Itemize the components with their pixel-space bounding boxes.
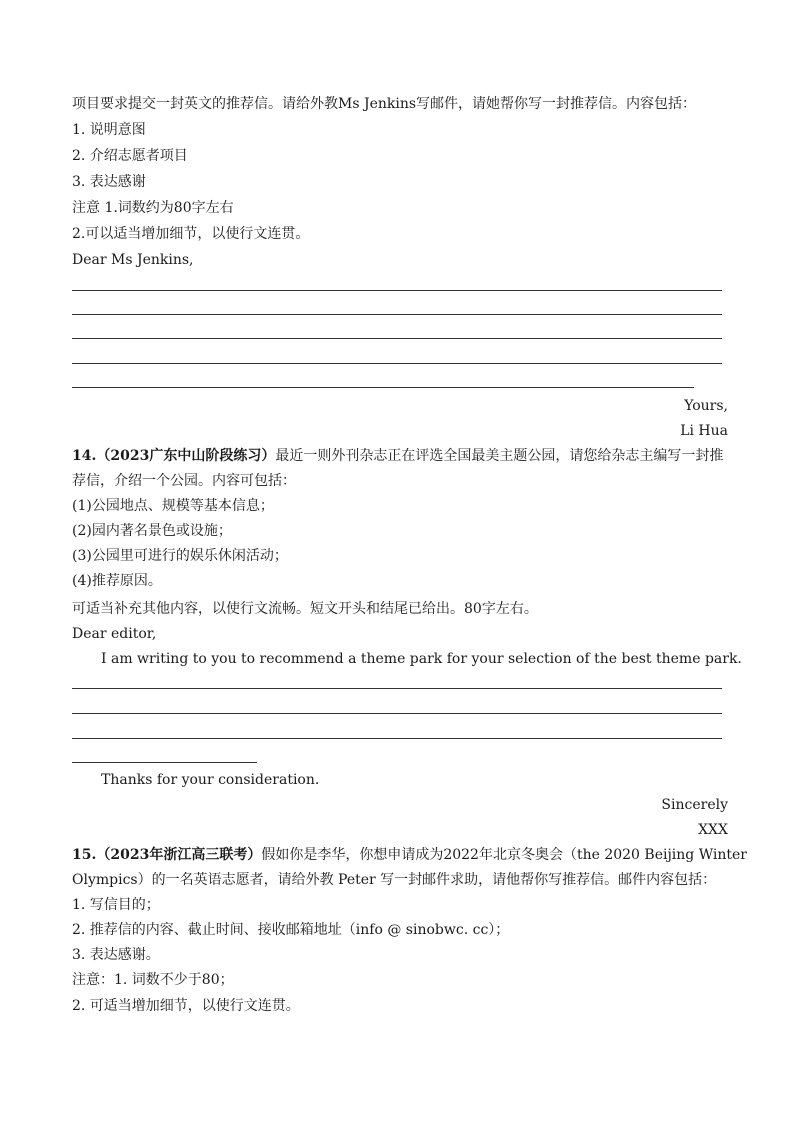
answer-line[interactable]	[72, 363, 722, 364]
task15-note-2: 2. 可适当增加细节，以使行文连贯。	[72, 998, 300, 1014]
task13-item-3: 3. 表达感谢	[72, 174, 146, 190]
task15-item-1: 1. 写信目的；	[72, 897, 160, 913]
task15-prompt-text: 假如你是李华，你想申请成为2022年北京冬奥会（the 2020 Beijing Winter	[261, 847, 747, 863]
task13-intro: 项目要求提交一封英文的推荐信。请给外教Ms Jenkins写邮件，请她帮你写一封推荐信。内容包括：	[72, 96, 697, 112]
task14-item-1: (1)公园地点、规模等基本信息；	[72, 498, 274, 514]
task14-prompt-line-2: 荐信，介绍一个公园。内容可包括：	[72, 473, 296, 489]
task13-signature: Li Hua	[680, 423, 728, 439]
task13-note-2: 2.可以适当增加细节，以使行文连贯。	[72, 226, 310, 242]
task15-note-1: 注意：1. 词数不少于80；	[72, 972, 234, 988]
task13-note-1: 注意 1.词数约为80字左右	[72, 200, 234, 216]
answer-line[interactable]	[72, 738, 722, 739]
task14-item-3: (3)公园里可进行的娱乐休闲活动；	[72, 548, 288, 564]
task15-item-3: 3. 表达感谢。	[72, 947, 160, 963]
answer-line[interactable]	[72, 387, 694, 388]
task14-ending: Thanks for your consideration.	[101, 772, 320, 788]
answer-line[interactable]	[72, 338, 722, 339]
task14-salutation: Dear editor,	[72, 626, 157, 642]
task13-closing: Yours,	[684, 398, 728, 414]
answer-line[interactable]	[72, 688, 722, 689]
task14-closing: Sincerely	[661, 797, 728, 813]
task14-signature: XXX	[698, 822, 728, 838]
task14-note: 可适当补充其他内容，以使行文流畅。短文开头和结尾已给出。80字左右。	[72, 601, 538, 617]
task15-number: 15.	[72, 847, 97, 863]
task13-item-2: 2. 介绍志愿者项目	[72, 148, 188, 164]
answer-line[interactable]	[72, 290, 722, 291]
task14-prompt-text: 最近一则外刊杂志正在评选全国最美主题公园，请您给杂志主编写一封推	[275, 448, 724, 464]
task14-prompt-line-1	[72, 447, 723, 465]
answer-line[interactable]	[72, 314, 722, 315]
task14-item-2: (2)园内著名景色或设施；	[72, 523, 232, 539]
task14-opening: I am writing to you to recommend a theme park for your selection of the best theme park.	[101, 651, 742, 667]
task15-item-2: 2. 推荐信的内容、截止时间、接收邮箱地址（info @ sinobwc. cc）；	[72, 922, 510, 938]
task15-prompt-line-2: Olympics）的一名英语志愿者，请给外教 Peter 写一封邮件求助，请他帮你写推荐信。邮件内容包括：	[72, 872, 717, 888]
task14-source: （2023广东中山阶段练习）	[96, 448, 276, 464]
task14-item-4: (4)推荐原因。	[72, 573, 162, 589]
task15-prompt-line-1	[72, 846, 747, 864]
task14-number: 14.	[72, 448, 97, 464]
answer-line[interactable]	[72, 713, 722, 714]
answer-line[interactable]	[72, 762, 257, 763]
task13-item-1: 1. 说明意图	[72, 122, 146, 138]
task15-source: （2023年浙江高三联考）	[96, 847, 262, 863]
task13-salutation: Dear Ms Jenkins,	[72, 252, 194, 268]
